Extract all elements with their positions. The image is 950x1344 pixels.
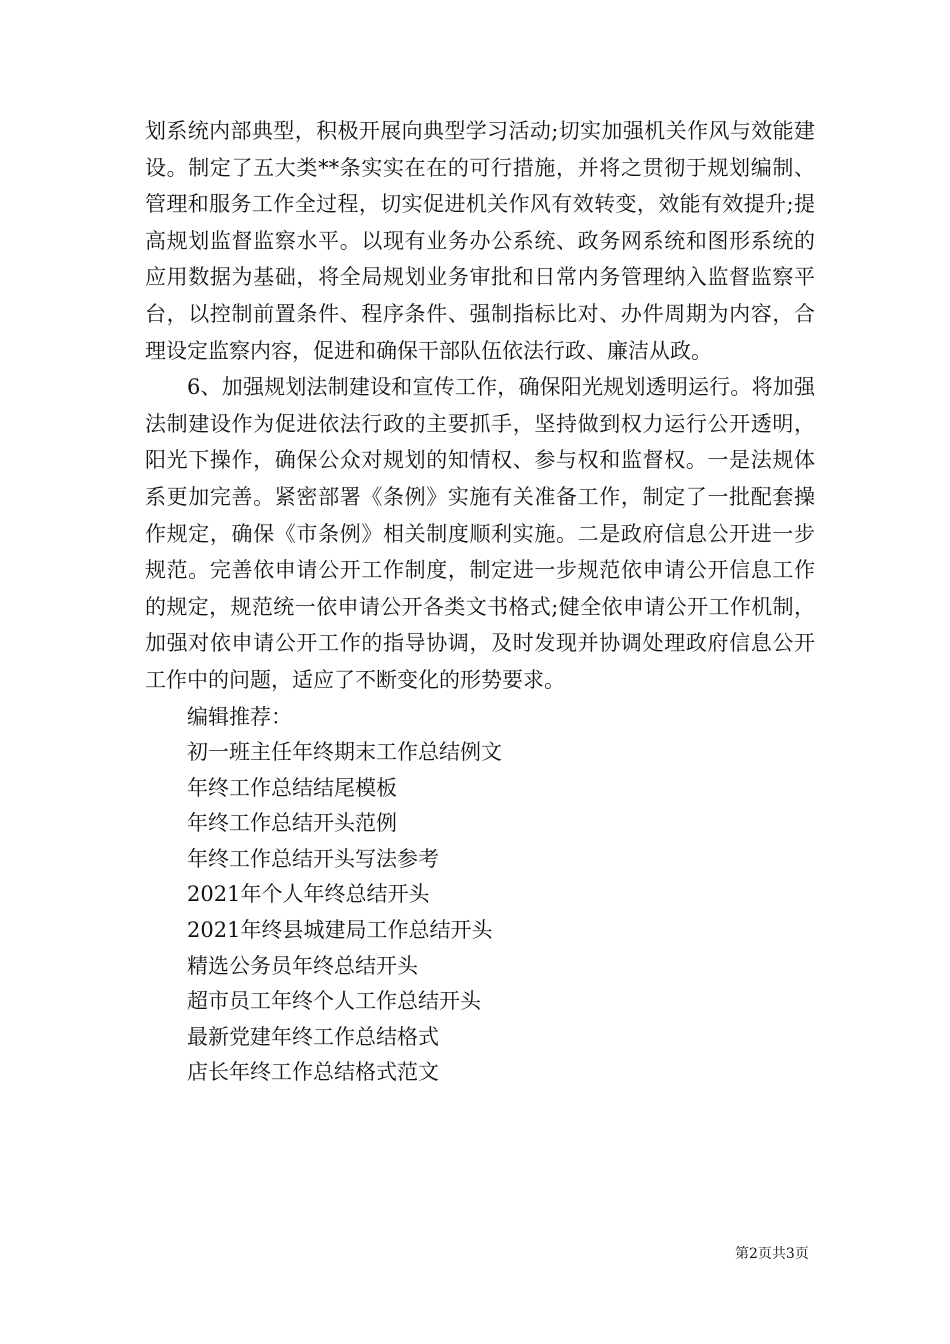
recommendation-link[interactable]: 2021年终县城建局工作总结开头 — [187, 918, 493, 943]
recommendation-link[interactable]: 精选公务员年终总结开头 — [187, 953, 418, 978]
recommendation-heading: 编辑推荐： — [187, 704, 292, 729]
recommendation-link[interactable]: 2021年个人年终总结开头 — [187, 882, 430, 907]
recommendation-list — [145, 735, 815, 1091]
recommendation-link[interactable]: 初一班主任年终期末工作总结例文 — [187, 740, 502, 765]
recommendation-section — [145, 699, 815, 1092]
recommendation-link[interactable]: 年终工作总结开头写法参考 — [187, 846, 439, 871]
recommendation-link[interactable]: 最新党建年终工作总结格式 — [187, 1024, 439, 1049]
recommendation-link[interactable]: 年终工作总结开头范例 — [187, 811, 397, 836]
recommendation-link[interactable]: 店长年终工作总结格式范文 — [187, 1060, 439, 1085]
recommendation-link[interactable]: 年终工作总结结尾模板 — [187, 775, 397, 800]
recommendation-link[interactable]: 超市员工年终个人工作总结开头 — [187, 989, 481, 1014]
document-body — [145, 113, 815, 1091]
body-paragraph-continued: 划系统内部典型，积极开展向典型学习活动;切实加强机关作风与效能建设。制定了五大类**条实实在在的可行措施，并将之贯彻于规划编制、管理和服务工作全过程，切实促进机关作风有效转变，效能有效提升;提高规划监督监察水平。以现有业务办公系统、政务网系统和图形系统的应用数据为基础，将全局规划业务审批和日常内务管理纳入监督监察平台，以控制前置条件、程序条件、强制指标比对、办件周期为内容，合理设定监察内容，促进和确保干部队伍依法行政、廉洁从政。 — [145, 119, 815, 363]
page-number: 第2页共3页 — [735, 1246, 809, 1262]
body-paragraph-legal-publicity: 6、加强规划法制建设和宣传工作，确保阳光规划透明运行。将加强法制建设作为促进依法行政的主要抓手，坚持做到权力运行公开透明，阳光下操作，确保公众对规划的知情权、参与权和监督权。一是法规体系更加完善。紧密部署《条例》实施有关准备工作，制定了一批配套操作规定，确保《市条例》相关制度顺利实施。二是政府信息公开进一步规范。完善依申请公开工作制度，制定进一步规范依申请公开信息工作的规定，规范统一依申请公开各类文书格式;健全依申请公开工作机制，加强对依申请公开工作的指导协调，及时发现并协调处理政府信息公开工作中的问题，适应了不断变化的形势要求。 — [145, 375, 815, 692]
